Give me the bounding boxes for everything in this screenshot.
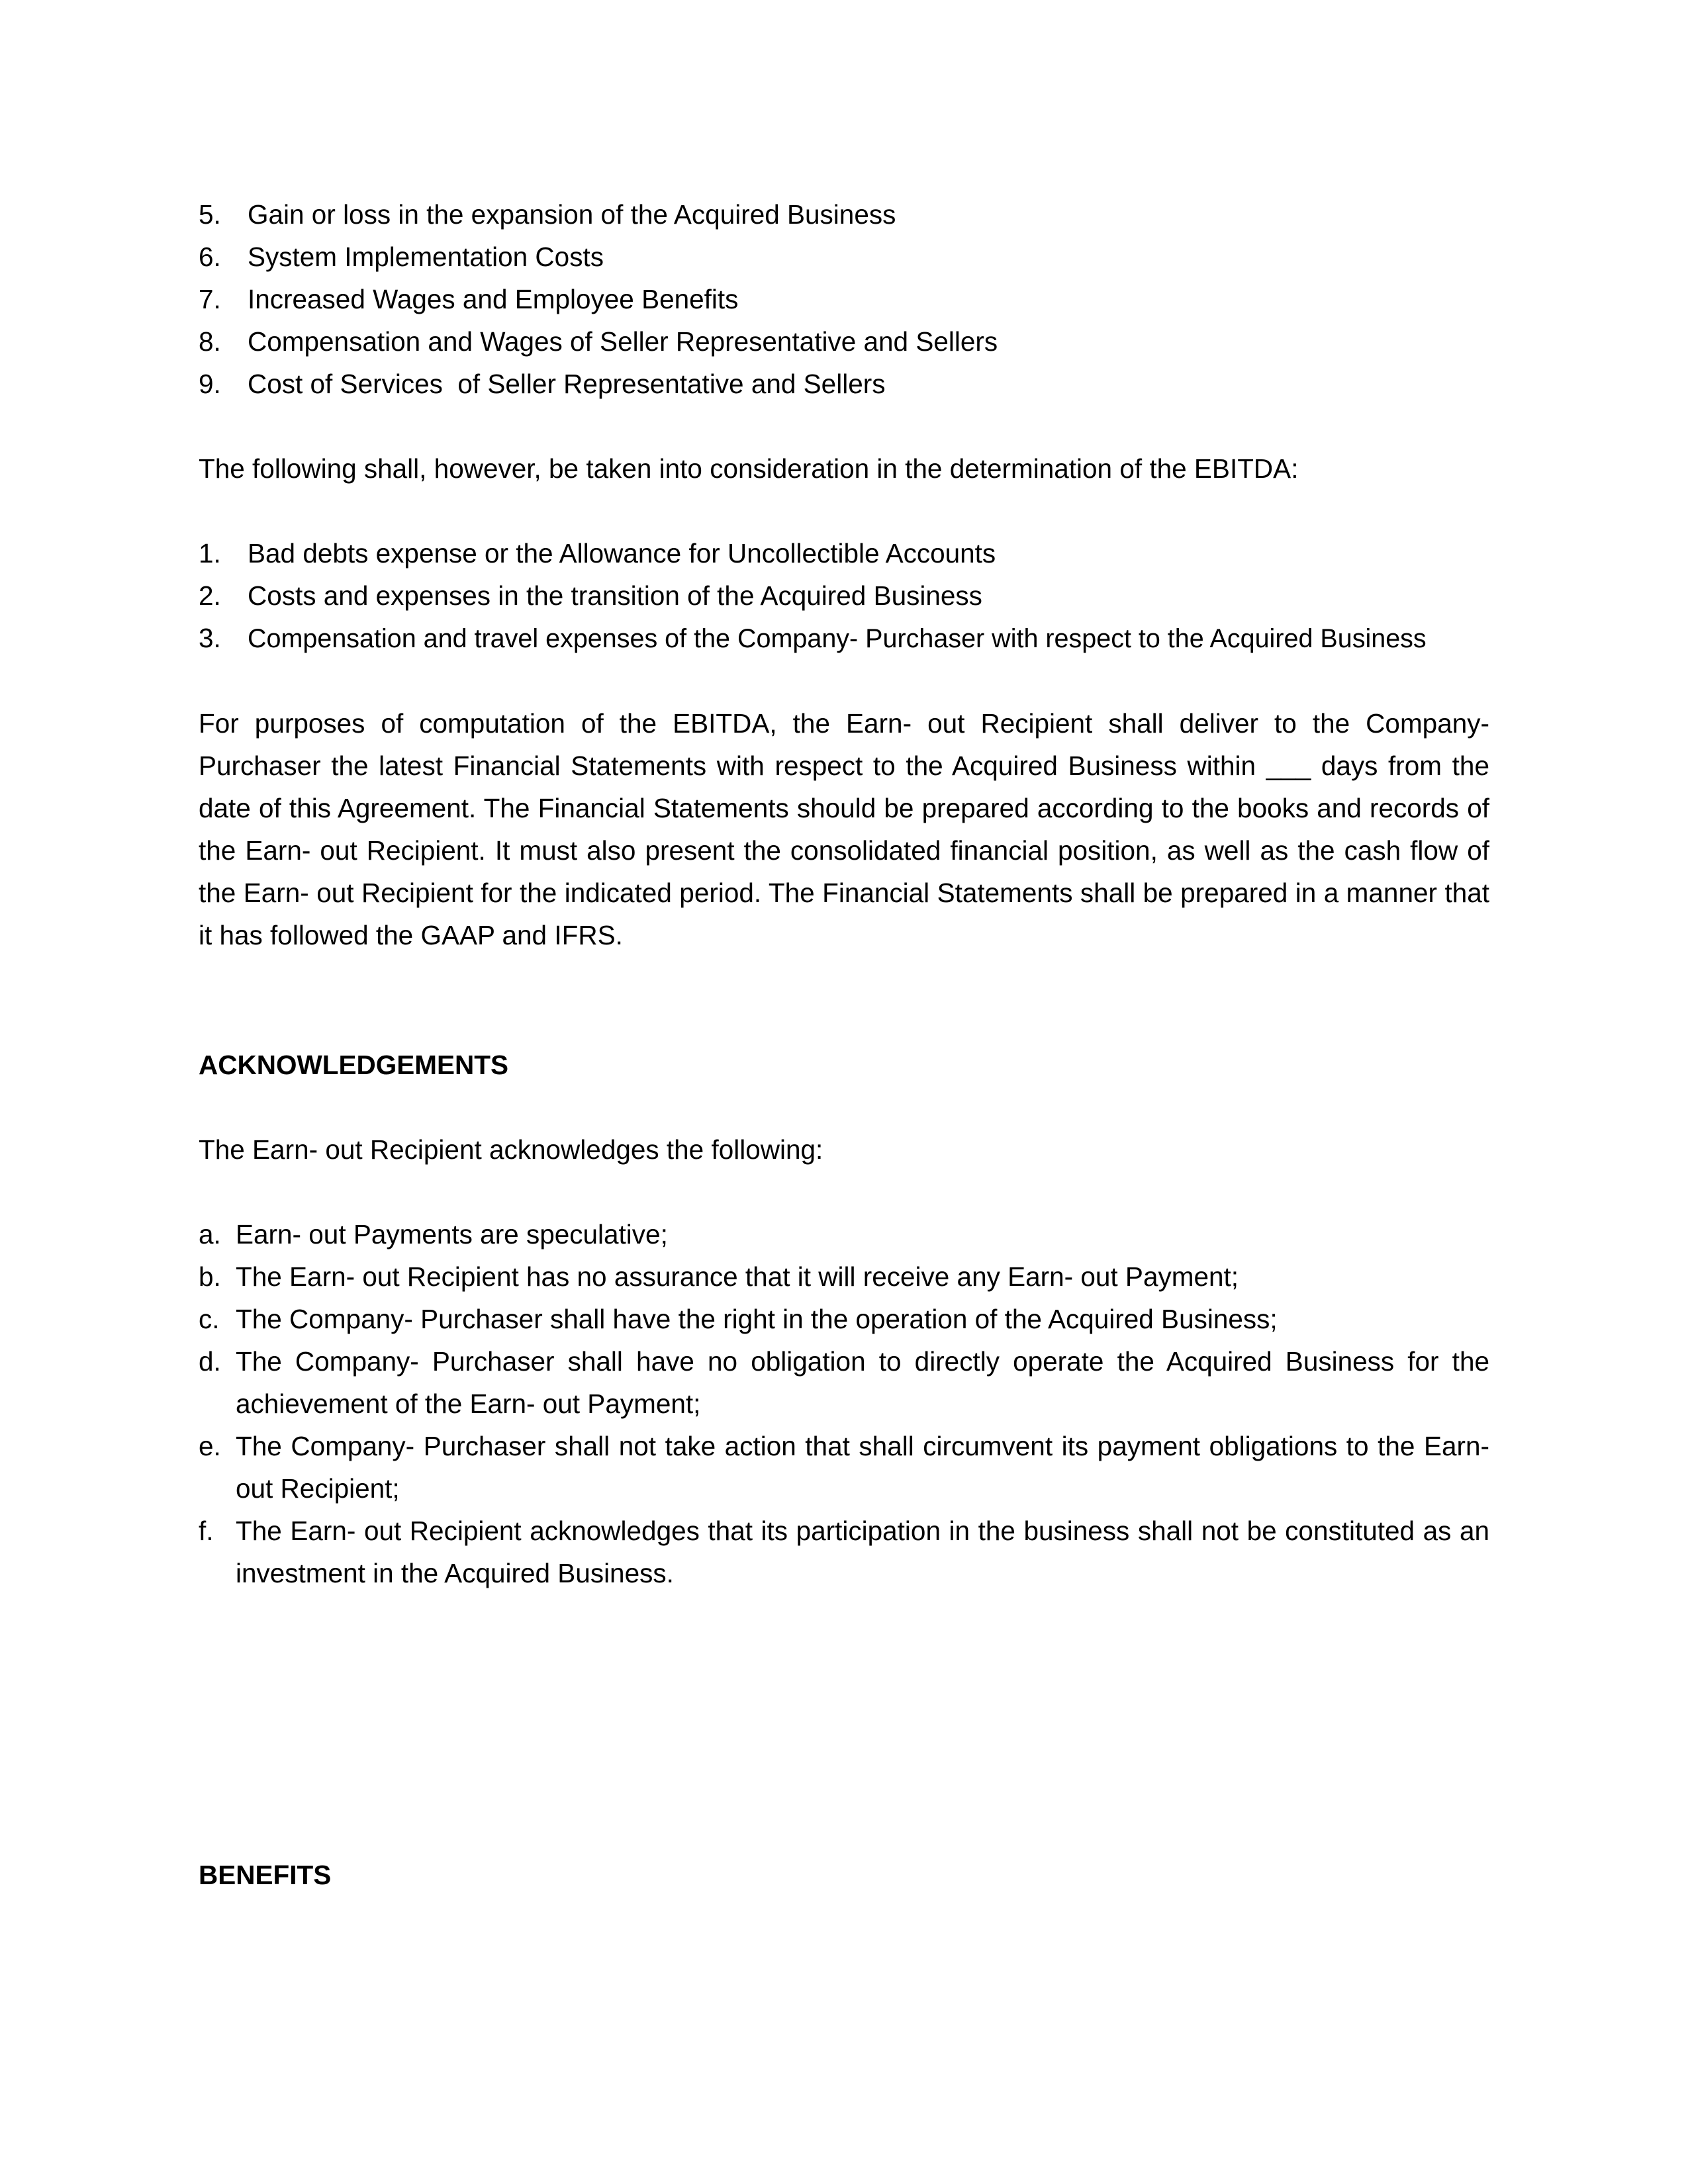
list-marker: 9. [199,369,221,399]
list-item-text: System Implementation Costs [248,242,604,272]
list-item [199,574,1489,617]
list-item [199,617,1489,660]
acknowledgements-heading: ACKNOWLEDGEMENTS [199,1050,508,1080]
list-marker: 1. [199,538,221,569]
list-item-text: Compensation and travel expenses of the Company- Purchaser with respect to the Acquired Business [248,624,1427,653]
list-marker: 3. [199,623,221,653]
list-item-text: Cost of Services of Seller Representative and Sellers [248,369,886,399]
list-marker: 7. [199,284,221,314]
list-marker: b. [199,1261,221,1292]
list-item-text: Gain or loss in the expansion of the Acquired Business [248,199,896,230]
list-marker: 2. [199,580,221,611]
list-marker: d. [199,1346,221,1377]
list-marker: c. [199,1304,220,1334]
list-item [199,193,1489,236]
list-item [199,278,1489,320]
list-item [199,363,1489,405]
list-item [199,1298,1489,1340]
list-marker: 6. [199,242,221,272]
acknowledgements-list [199,1213,1489,1594]
list-item [199,1255,1489,1298]
list-marker: f. [199,1516,214,1546]
list-item [199,236,1489,278]
list-marker: a. [199,1219,221,1250]
list-item-text: Increased Wages and Employee Benefits [248,284,739,314]
considered-intro: The following shall, however, be taken into consideration in the determination of the EBITDA: [199,453,1299,484]
list-item-text: Costs and expenses in the transition of the Acquired Business [248,580,982,611]
list-item-text: Compensation and Wages of Seller Representative and Sellers [248,326,998,357]
list-item [199,1213,1489,1255]
list-marker: e. [199,1431,221,1461]
list-item-text: The Company- Purchaser shall have no obligation to directly operate the Acquired Business for the achievement of the Earn- out Payment; [236,1346,1489,1419]
list-item-text: The Earn- out Recipient has no assurance that it will receive any Earn- out Payment; [236,1261,1239,1292]
list-marker: 8. [199,326,221,357]
list-item [199,1510,1489,1594]
list-item-text: Earn- out Payments are speculative; [236,1219,668,1250]
document-page [199,193,1489,1896]
list-item [199,532,1489,574]
list-item-text: Bad debts expense or the Allowance for Uncollectible Accounts [248,538,996,569]
considered-items-list [199,532,1489,660]
list-item-text: The Earn- out Recipient acknowledges that its participation in the business shall not be constituted as an investment in the Acquired Business. [236,1516,1489,1588]
list-item-text: The Company- Purchaser shall not take action that shall circumvent its payment obligations to the Earn- out Recipient; [236,1431,1489,1504]
list-marker: 5. [199,199,221,230]
list-item-text: The Company- Purchaser shall have the right in the operation of the Acquired Business; [236,1304,1278,1334]
benefits-heading: BENEFITS [199,1860,332,1890]
acknowledgements-intro: The Earn- out Recipient acknowledges the following: [199,1134,823,1165]
computation-paragraph: For purposes of computation of the EBITDA, the Earn- out Recipient shall deliver to the Company- Purchaser the latest Financial Statements with respect to the Acquired Business within ___ days from the date of this Agreement. The Financial Statements should be prepared according to the books and records of the Earn- out Recipient. It must also present the consolidated financial position, as well as the cash flow of the Earn- out Recipient for the indicated period. The Financial Statements shall be prepared in a manner that it has followed the GAAP and IFRS. [199,708,1489,950]
list-item [199,320,1489,363]
excluded-items-list [199,193,1489,405]
list-item [199,1425,1489,1510]
list-item [199,1340,1489,1425]
